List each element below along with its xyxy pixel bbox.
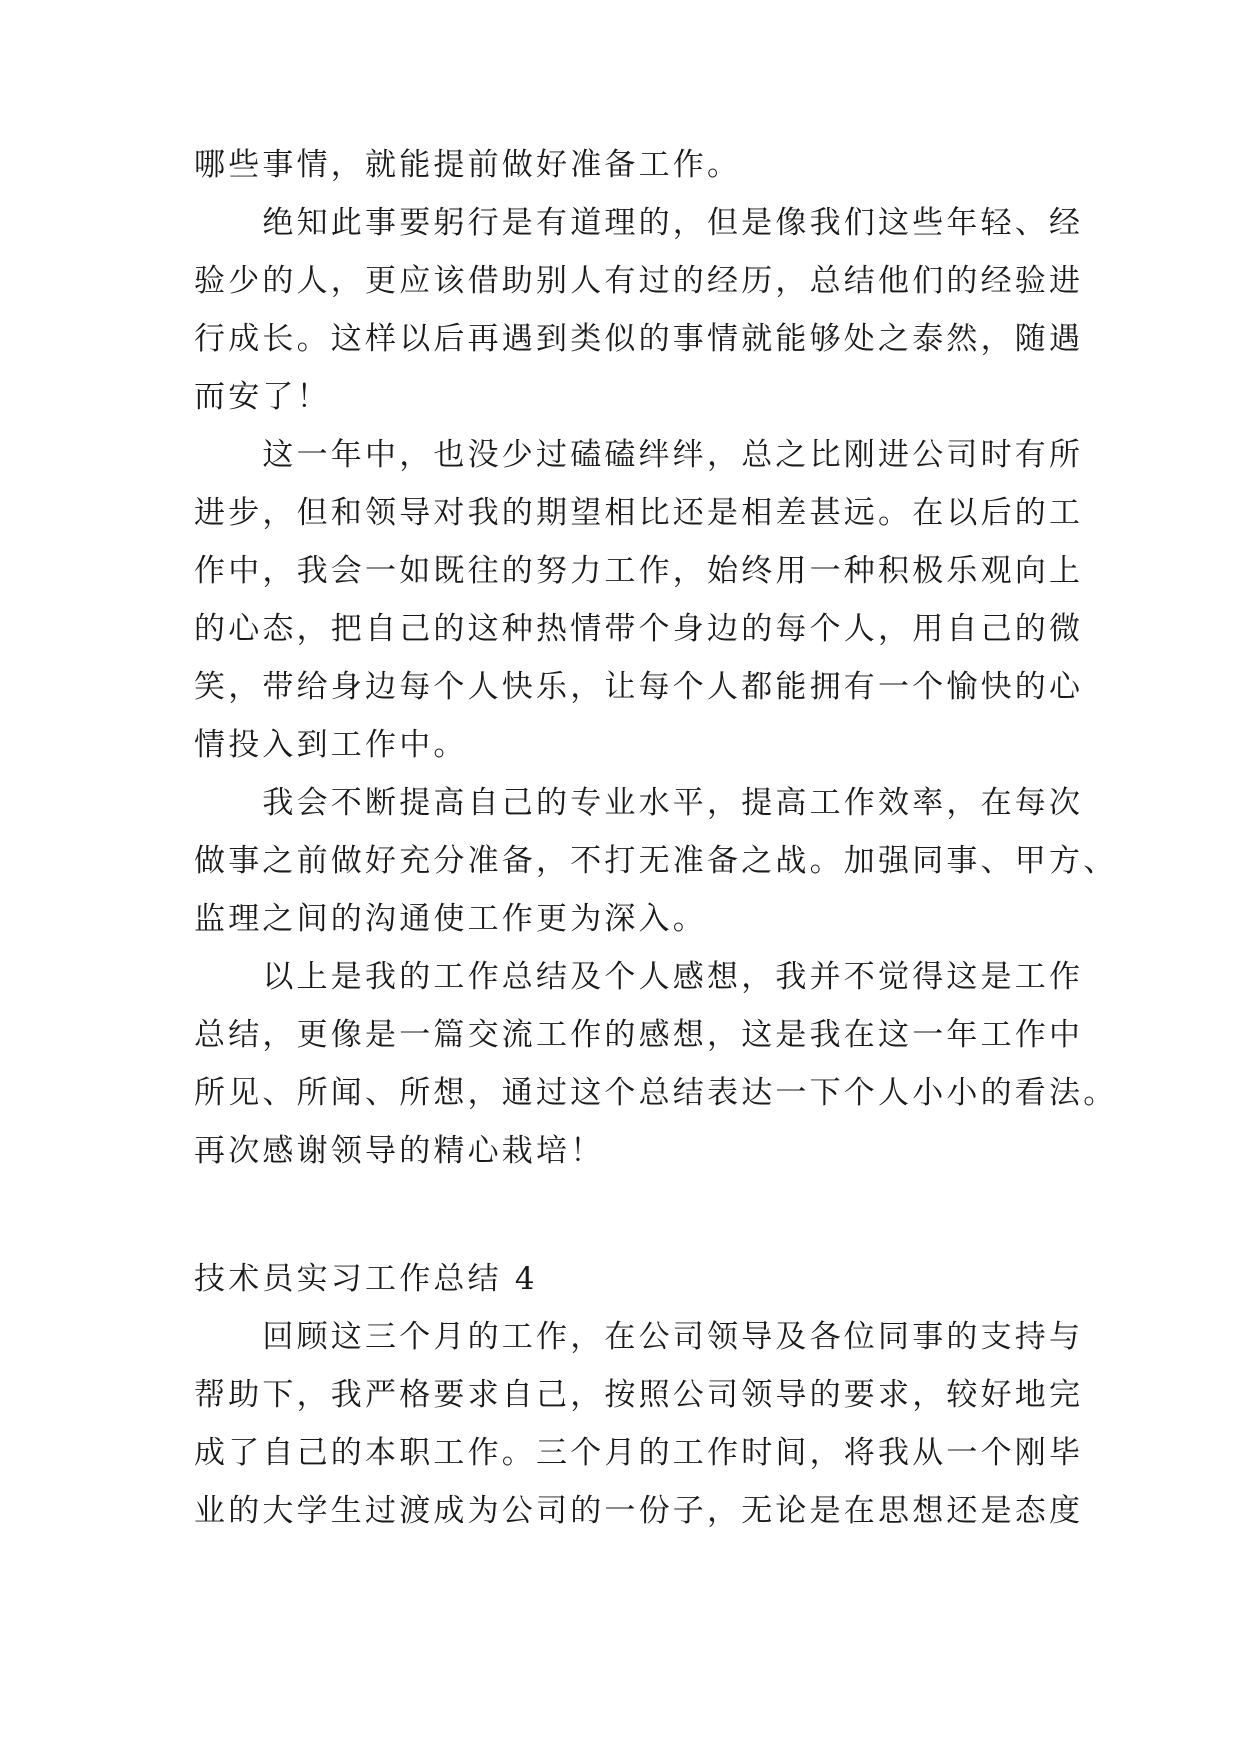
text-line: 回顾这三个月的工作，在公司领导及各位同事的支持与 (194, 1319, 1084, 1355)
text-line: 绝知此事要躬行是有道理的，但是像我们这些年轻、经 (194, 205, 1084, 241)
text-line: 作中，我会一如既往的努力工作，始终用一种积极乐观向上 (194, 553, 1084, 589)
text-line: 再次感谢领导的精心栽培！ (194, 1133, 605, 1169)
text-line: 总结，更像是一篇交流工作的感想，这是我在这一年工作中 (194, 1017, 1084, 1053)
text-line: 成了自己的本职工作。三个月的工作时间，将我从一个刚毕 (194, 1435, 1084, 1471)
text-line: 所见、所闻、所想，通过这个总结表达一下个人小小的看法。 (194, 1075, 1118, 1111)
text-line: 进步，但和领导对我的期望相比还是相差甚远。在以后的工 (194, 495, 1084, 531)
text-line: 哪些事情，就能提前做好准备工作。 (194, 147, 742, 183)
text-line: 情投入到工作中。 (194, 727, 468, 763)
text-line: 验少的人，更应该借助别人有过的经历，总结他们的经验进 (194, 263, 1084, 299)
text-line: 行成长。这样以后再遇到类似的事情就能够处之泰然，随遇 (194, 321, 1084, 357)
text-line: 做事之前做好充分准备，不打无准备之战。加强同事、甲方、 (194, 843, 1118, 879)
text-line: 这一年中，也没少过磕磕绊绊，总之比刚进公司时有所 (194, 437, 1084, 473)
section-heading (194, 1250, 1056, 1308)
text-line: 帮助下，我严格要求自己，按照公司领导的要求，较好地完 (194, 1377, 1084, 1413)
section-heading-text: 技术员实习工作总结 4 (194, 1261, 538, 1297)
text-line: 而安了！ (194, 379, 331, 415)
body-text-block-2 (194, 1308, 1084, 1540)
text-line: 以上是我的工作总结及个人感想，我并不觉得这是工作 (194, 959, 1084, 995)
text-line: 监理之间的沟通使工作更为深入。 (194, 901, 707, 937)
text-line: 的心态，把自己的这种热情带个身边的每个人，用自己的微 (194, 611, 1084, 647)
text-line: 笑，带给身边每个人快乐，让每个人都能拥有一个愉快的心 (194, 669, 1084, 705)
text-line: 业的大学生过渡成为公司的一份子，无论是在思想还是态度 (194, 1493, 1084, 1529)
text-line: 我会不断提高自己的专业水平，提高工作效率，在每次 (194, 785, 1084, 821)
body-text-block-1 (194, 136, 1118, 1180)
